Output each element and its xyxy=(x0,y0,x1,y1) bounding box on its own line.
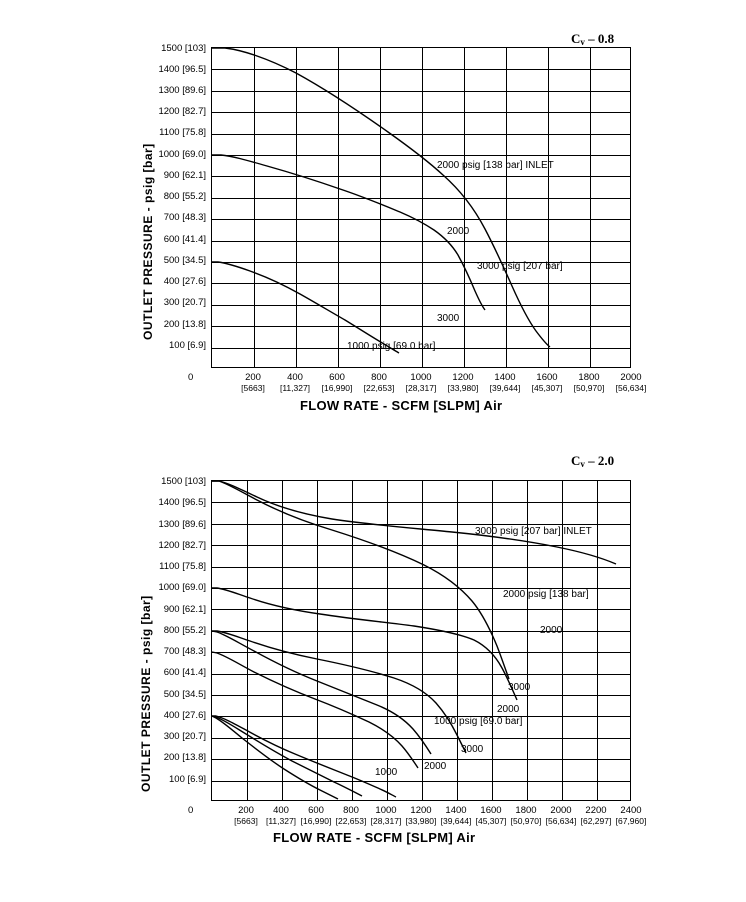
chart2-xtick-2400: 2400 [67,960] xyxy=(615,805,647,826)
chart1-xtick-1200: 1200 [33,980] xyxy=(447,372,479,393)
chart2-xtick-2200: 2200 [62,297] xyxy=(580,805,612,826)
chart1-ytick-1400: 1400 [96.5] xyxy=(158,64,206,75)
chart1-ytick-1000: 1000 [69.0] xyxy=(158,149,206,160)
chart1-ytick-700: 700 [48.3] xyxy=(163,212,206,223)
chart2-xtick-600: 600 [16,990] xyxy=(300,805,332,826)
chart2-ytick-1300: 1300 [89.6] xyxy=(158,519,206,530)
chart1-xtick-1800: 1800 [50,970] xyxy=(573,372,605,393)
chart2-ytick-500: 500 [34.5] xyxy=(163,689,206,700)
chart2-ytick-400: 400 [27.6] xyxy=(163,710,206,721)
chart2-ytick-600: 600 [41.4] xyxy=(163,667,206,678)
chart2-annotation-3000-inlet: 3000 psig [207 bar] INLET xyxy=(475,526,592,537)
chart2-y-axis-title: OUTLET PRESSURE - psig [bar] xyxy=(139,595,153,792)
chart2-annotation-2000-c: 2000 xyxy=(424,761,447,772)
chart1-xtick-200: 200 [5663] xyxy=(241,372,265,393)
chart1-ytick-100: 100 [6.9] xyxy=(169,340,206,351)
chart1-xtick-1600: 1600 [45,307] xyxy=(531,372,563,393)
chart1-ytick-1300: 1300 [89.6] xyxy=(158,85,206,96)
chart1-ytick-300: 300 [20.7] xyxy=(163,297,206,308)
chart2-annotation-2000-a: 2000 xyxy=(540,625,563,636)
chart2-xtick-1400: 1400 [39,644] xyxy=(440,805,472,826)
chart2-annotation-2000-inlet: 2000 psig [138 bar] xyxy=(503,589,589,600)
chart1-annotation-1000-inlet: 1000 psig [69.0 bar] xyxy=(347,341,436,352)
chart1-xtick-400: 400 [11,327] xyxy=(279,372,311,393)
chart2-ytick-1100: 1100 [75.8] xyxy=(159,561,206,572)
chart1-plot-area xyxy=(211,47,631,368)
chart2-xtick-2000: 2000 [56,634] xyxy=(545,805,577,826)
chart1-xtick-1000: 1000 [28,317] xyxy=(405,372,437,393)
chart1-y-axis-title: OUTLET PRESSURE - psig [bar] xyxy=(141,143,155,340)
chart2-ytick-700: 700 [48.3] xyxy=(163,646,206,657)
chart2-ytick-100: 100 [6.9] xyxy=(169,774,206,785)
chart1-ytick-200: 200 [13.8] xyxy=(163,319,206,330)
chart2-xtick-800: 800 [22,653] xyxy=(335,805,367,826)
chart1-xtick-1400: 1400 [39,644] xyxy=(489,372,521,393)
chart2-xtick-1800: 1800 [50,970] xyxy=(510,805,542,826)
chart2-xtick-200: 200 [5663] xyxy=(234,805,258,826)
chart1-ytick-900: 900 [62.1] xyxy=(163,170,206,181)
chart2-ytick-900: 900 [62.1] xyxy=(163,604,206,615)
chart-cv-2-0 xyxy=(0,440,746,902)
chart1-curves xyxy=(212,48,632,369)
chart1-cv-title: $C_v - 0.8$ xyxy=(571,31,615,47)
chart-cv-0-8 xyxy=(0,0,746,440)
chart1-ytick-1500: 1500 [103] xyxy=(161,43,206,54)
chart2-ytick-1500: 1500 [103] xyxy=(161,476,206,487)
chart1-annotation-2000-inlet: 2000 psig [138 bar] INLET xyxy=(437,160,554,171)
chart1-annotation-3000-inlet: 3000 psig [207 bar] xyxy=(477,261,563,272)
chart2-ytick-1200: 1200 [82.7] xyxy=(158,540,206,551)
chart2-annotation-3000-b: 3000 xyxy=(461,744,484,755)
chart2-ytick-200: 200 [13.8] xyxy=(163,752,206,763)
chart2-xtick-1200: 1200 [33,980] xyxy=(405,805,437,826)
chart2-xtick-1000: 1000 [28,317] xyxy=(370,805,402,826)
chart1-annotation-3000: 3000 xyxy=(437,313,460,324)
chart1-xtick-0: 0 xyxy=(188,372,194,383)
chart1-annotation-2000: 2000 xyxy=(447,226,470,237)
chart2-ytick-1400: 1400 [96.5] xyxy=(158,497,206,508)
chart2-annotation-1000: 1000 xyxy=(375,767,398,778)
chart1-xtick-2000: 2000 [56,634] xyxy=(615,372,647,393)
chart1-xtick-600: 600 [16,990] xyxy=(321,372,353,393)
chart1-ytick-600: 600 [41.4] xyxy=(163,234,206,245)
chart2-cv-title: $C_v - 2.0$ xyxy=(571,453,615,469)
chart2-xtick-1600: 1600 [45,307] xyxy=(475,805,507,826)
chart2-ytick-300: 300 [20.7] xyxy=(163,731,206,742)
chart1-ytick-1200: 1200 [82.7] xyxy=(158,106,206,117)
chart1-x-axis-title: FLOW RATE - SCFM [SLPM] Air xyxy=(300,398,503,413)
chart2-annotation-3000-a: 3000 xyxy=(508,682,531,693)
chart1-xtick-800: 800 [22,653] xyxy=(363,372,395,393)
chart1-ytick-500: 500 [34.5] xyxy=(163,255,206,266)
chart1-ytick-1100: 1100 [75.8] xyxy=(159,127,206,138)
chart2-annotation-1000-inlet: 1000 psig [69.0 bar] xyxy=(434,716,523,727)
chart1-ytick-800: 800 [55.2] xyxy=(163,191,206,202)
chart2-ytick-1000: 1000 [69.0] xyxy=(158,582,206,593)
chart2-xtick-0: 0 xyxy=(188,805,194,816)
chart2-xtick-400: 400 [11,327] xyxy=(265,805,297,826)
chart2-annotation-2000-b: 2000 xyxy=(497,704,520,715)
chart1-ytick-400: 400 [27.6] xyxy=(163,276,206,287)
chart2-x-axis-title: FLOW RATE - SCFM [SLPM] Air xyxy=(273,830,476,845)
chart2-ytick-800: 800 [55.2] xyxy=(163,625,206,636)
